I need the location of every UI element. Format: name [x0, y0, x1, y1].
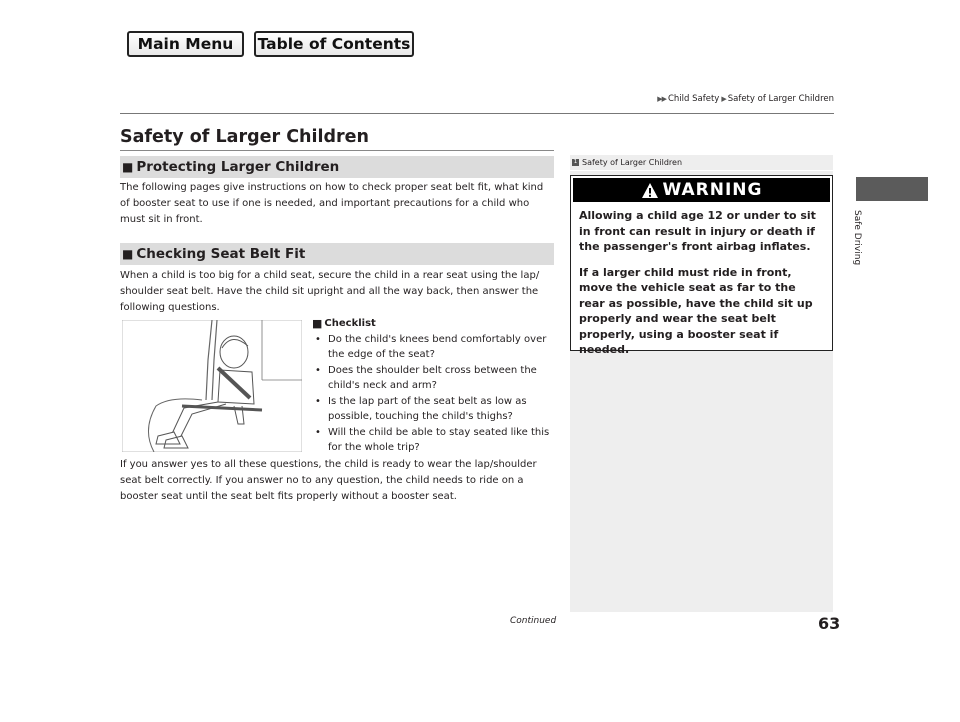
protecting-paragraph: The following pages give instructions on how to check proper seat belt fit, what kind of booster seat to use if one is needed, and important precautions for a child who must sit in front. — [120, 182, 544, 225]
breadcrumb-arrow-icon: ▶ — [721, 95, 726, 103]
warning-box — [570, 175, 833, 356]
breadcrumb-item-current: Safety of Larger Children — [727, 94, 834, 104]
list-item: • Do the child's knees bend comfortably over the edge of the seat? — [312, 332, 558, 363]
sidebar-heading-text: Safety of Larger Children — [582, 158, 683, 167]
page-number: 63 — [818, 614, 841, 633]
warning-paragraph: If a larger child must ride in front, move the vehicle seat as far to the rear as possible, have the child sit up properly and wear the seat belt properly, using a booster seat if needed. — [579, 265, 813, 356]
warning-label: WARNING — [662, 180, 763, 200]
warning-triangle-icon — [641, 182, 659, 199]
sidebar-notes — [570, 155, 833, 612]
sidebar-heading — [572, 158, 682, 167]
chapter-tab[interactable] — [856, 177, 928, 201]
warning-paragraph: Allowing a child age 12 or under to sit in front can result in injury or death if the passenger's front airbag inflates. — [579, 209, 816, 253]
conclusion-paragraph: If you answer yes to all these questions, the child is ready to wear the lap/shoulder seat belt correctly. If you answer no to any question, the child needs to ride on a booster seat until the seat belt fits properly without a booster seat. — [120, 459, 537, 502]
list-item: • Does the shoulder belt cross between the child's neck and arm? — [312, 363, 558, 394]
section-heading-checking — [120, 243, 554, 265]
checklist-square-icon: ■ — [312, 317, 323, 330]
child-seat-belt-illustration — [122, 320, 302, 452]
checklist-items — [312, 332, 558, 456]
section-square-icon: ■ — [122, 160, 134, 174]
breadcrumb-arrow-icon: ▶▶ — [657, 95, 666, 103]
section-heading-text: Protecting Larger Children — [136, 159, 340, 175]
chapter-tab-label: Safe Driving — [852, 210, 862, 266]
checking-paragraph: When a child is too big for a child seat, secure the child in a rear seat using the lap/ shoulder seat belt. Have the child sit upright and all the way back, then answer the following questions. — [120, 270, 540, 313]
checklist-title — [312, 316, 558, 332]
warning-header — [573, 178, 830, 202]
sidebar-divider — [570, 170, 833, 171]
checklist — [312, 316, 558, 456]
header-divider — [120, 113, 834, 114]
table-of-contents-button[interactable]: Table of Contents — [254, 31, 414, 57]
breadcrumb — [657, 94, 834, 104]
continued-label: Continued — [510, 616, 557, 626]
section-square-icon: ■ — [122, 247, 134, 261]
reference-marker-icon: 1 — [573, 159, 578, 165]
list-item: • Will the child be able to stay seated like this for the whole trip? — [312, 425, 558, 456]
checklist-title-text: Checklist — [324, 318, 376, 329]
breadcrumb-item-child-safety[interactable]: Child Safety — [668, 94, 720, 104]
list-item: • Is the lap part of the seat belt as low as possible, touching the child's thighs? — [312, 394, 558, 425]
title-divider — [120, 150, 554, 151]
main-menu-button[interactable]: Main Menu — [127, 31, 244, 57]
page-title: Safety of Larger Children — [120, 127, 369, 147]
section-heading-protecting — [120, 156, 554, 178]
section-heading-text: Checking Seat Belt Fit — [136, 246, 306, 262]
